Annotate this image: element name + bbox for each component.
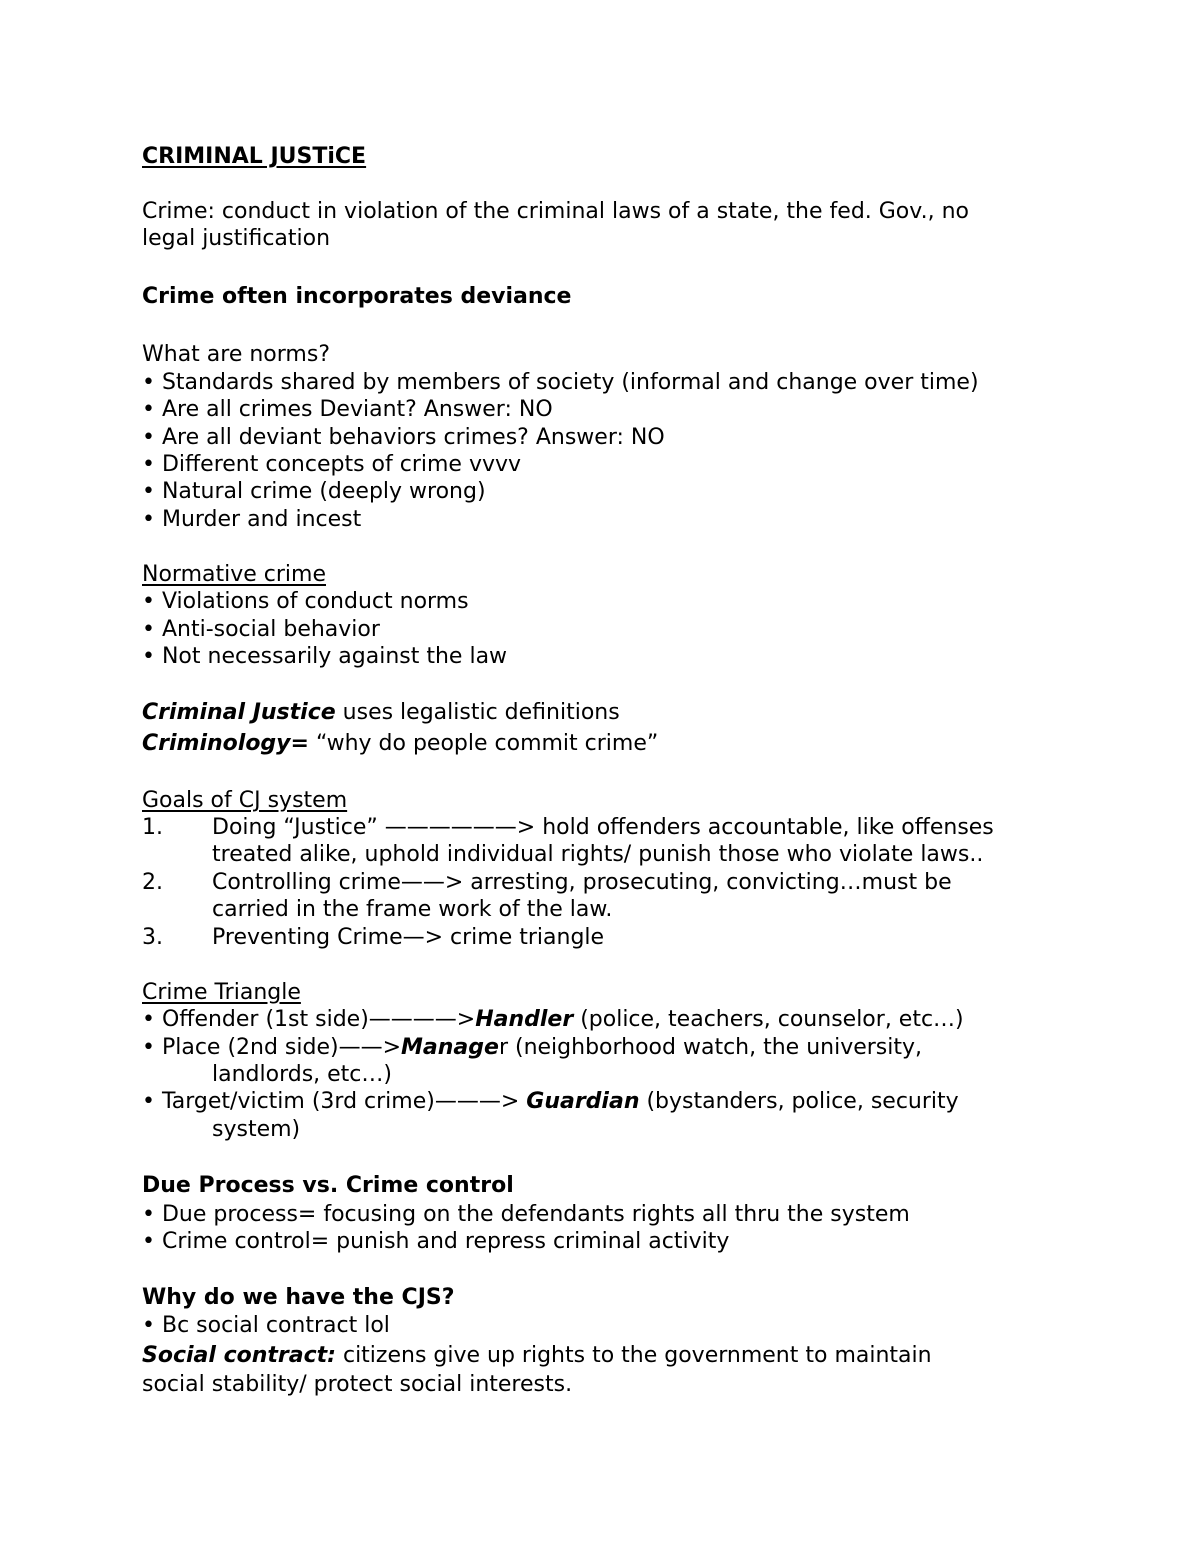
goal-number: 3. <box>142 925 163 950</box>
triangle-role: Guardian <box>526 1089 640 1114</box>
norms-bullet: • Natural crime (deeply wrong) <box>142 479 486 504</box>
due-process-bullet: • Due process= focusing on the defendants rights all thru the system <box>142 1202 910 1227</box>
criminal-justice-definition <box>142 699 620 727</box>
goal-text-continued: treated alike, uphold individual rights/ punish those who violate laws.. <box>212 842 984 867</box>
norms-question: What are norms? <box>142 342 330 367</box>
crime-definition-line-2: legal justification <box>142 226 331 251</box>
criminology-term: Criminology= <box>142 731 309 756</box>
crime-triangle-heading: Crime Triangle <box>142 980 301 1005</box>
norms-bullet: • Standards shared by members of society (informal and change over time) <box>142 370 979 395</box>
social-contract-definition <box>142 1342 932 1370</box>
triangle-examples: (police, teachers, counselor, etc…) <box>573 1007 964 1032</box>
goal-item <box>142 924 604 952</box>
social-contract-text: citizens give up rights to the government to maintain <box>335 1343 932 1368</box>
triangle-examples-continued: landlords, etc…) <box>212 1062 392 1087</box>
triangle-item <box>142 1034 922 1062</box>
social-contract-term: Social contract: <box>142 1343 336 1368</box>
goal-text-continued: carried in the frame work of the law. <box>212 897 613 922</box>
goal-text: Doing “Justice” ——————> hold offenders accountable, like offenses <box>212 815 994 840</box>
triangle-examples: (bystanders, police, security <box>639 1089 959 1114</box>
goal-number: 2. <box>142 870 163 895</box>
normative-bullet: • Violations of conduct norms <box>142 589 469 614</box>
criminology-definition <box>142 730 658 758</box>
heading-deviance: Crime often incorporates deviance <box>142 284 572 309</box>
goals-heading: Goals of CJ system <box>142 788 348 813</box>
criminology-text: “why do people commit crime” <box>308 731 659 756</box>
triangle-side: • Place (2nd side)——> <box>142 1035 402 1060</box>
due-process-bullet: • Crime control= punish and repress criminal activity <box>142 1229 730 1254</box>
document-title: CRIMINAL JUSTiCE <box>142 144 367 169</box>
due-process-heading: Due Process vs. Crime control <box>142 1173 514 1198</box>
goal-number: 1. <box>142 815 163 840</box>
goal-text: Preventing Crime—> crime triangle <box>212 925 605 950</box>
cjs-bullet: • Bc social contract lol <box>142 1313 390 1338</box>
normative-bullet: • Not necessarily against the law <box>142 644 508 669</box>
triangle-side: • Target/victim (3rd crime)———> <box>142 1089 527 1114</box>
crime-definition-line-1: Crime: conduct in violation of the criminal laws of a state, the fed. Gov., no <box>142 199 969 224</box>
normative-bullet: • Anti-social behavior <box>142 617 380 642</box>
triangle-examples: r (neighborhood watch, the university, <box>498 1035 923 1060</box>
cjs-heading: Why do we have the CJS? <box>142 1285 455 1310</box>
triangle-item <box>142 1088 959 1116</box>
criminal-justice-term: Criminal Justice <box>142 700 336 725</box>
triangle-role: Manage <box>401 1035 499 1060</box>
criminal-justice-text: uses legalistic definitions <box>335 700 620 725</box>
norms-bullet: • Different concepts of crime vvvv <box>142 452 522 477</box>
norms-bullet: • Are all deviant behaviors crimes? Answer: NO <box>142 425 665 450</box>
triangle-role: Handler <box>475 1007 574 1032</box>
norms-bullet: • Murder and incest <box>142 507 362 532</box>
triangle-side: • Offender (1st side)————> <box>142 1007 476 1032</box>
normative-crime-heading: Normative crime <box>142 562 326 587</box>
triangle-item <box>142 1006 964 1034</box>
goal-item <box>142 869 952 897</box>
goal-item <box>142 814 994 842</box>
goal-text: Controlling crime——> arresting, prosecuting, convicting…must be <box>212 870 952 895</box>
norms-bullet: • Are all crimes Deviant? Answer: NO <box>142 397 553 422</box>
triangle-examples-continued: system) <box>212 1117 301 1142</box>
social-contract-text-continued: social stability/ protect social interests. <box>142 1372 573 1397</box>
